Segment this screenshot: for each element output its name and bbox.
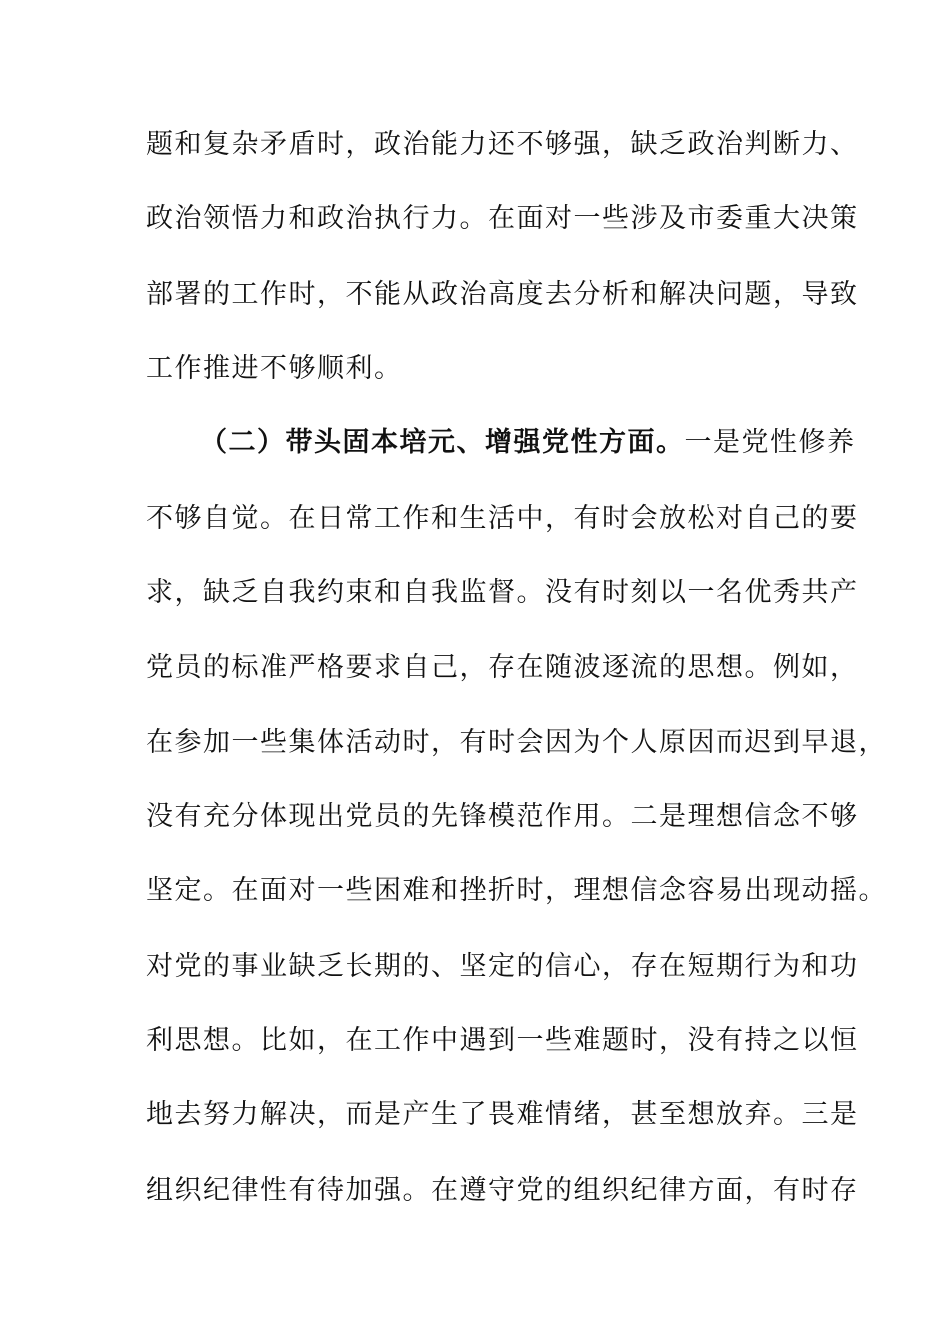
section-heading: （二）带头固本培元、增强党性方面。 bbox=[200, 427, 685, 458]
text-line: 利思想。比如，在工作中遇到一些难题时，没有持之以恒 bbox=[146, 1025, 859, 1056]
text-line: 政治领悟力和政治执行力。在面对一些涉及市委重大决策 bbox=[146, 203, 859, 234]
text-line: 在参加一些集体活动时，有时会因为个人原因而迟到早退， bbox=[146, 727, 887, 758]
text-line: 部署的工作时，不能从政治高度去分析和解决问题，导致 bbox=[146, 279, 859, 310]
text-line: 不够自觉。在日常工作和生活中，有时会放松对自己的要 bbox=[146, 503, 859, 534]
text-line: 党员的标准严格要求自己，存在随波逐流的思想。例如， bbox=[146, 652, 859, 683]
text-line: 题和复杂矛盾时，政治能力还不够强，缺乏政治判断力、 bbox=[146, 129, 859, 160]
section-heading-line bbox=[146, 426, 856, 460]
text-line: 求，缺乏自我约束和自我监督。没有时刻以一名优秀共产 bbox=[146, 577, 859, 608]
heading-line-text: 一是党性修养 bbox=[684, 427, 856, 458]
text-line: 组织纪律性有待加强。在遵守党的组织纪律方面，有时存 bbox=[146, 1175, 859, 1206]
text-line: 坚定。在面对一些困难和挫折时，理想信念容易出现动摇。 bbox=[146, 875, 887, 906]
text-line: 地去努力解决，而是产生了畏难情绪，甚至想放弃。三是 bbox=[146, 1099, 859, 1130]
text-line: 对党的事业缺乏长期的、坚定的信心，存在短期行为和功 bbox=[146, 951, 859, 982]
text-line: 工作推进不够顺利。 bbox=[146, 353, 403, 384]
text-line: 没有充分体现出党员的先锋模范作用。二是理想信念不够 bbox=[146, 801, 859, 832]
